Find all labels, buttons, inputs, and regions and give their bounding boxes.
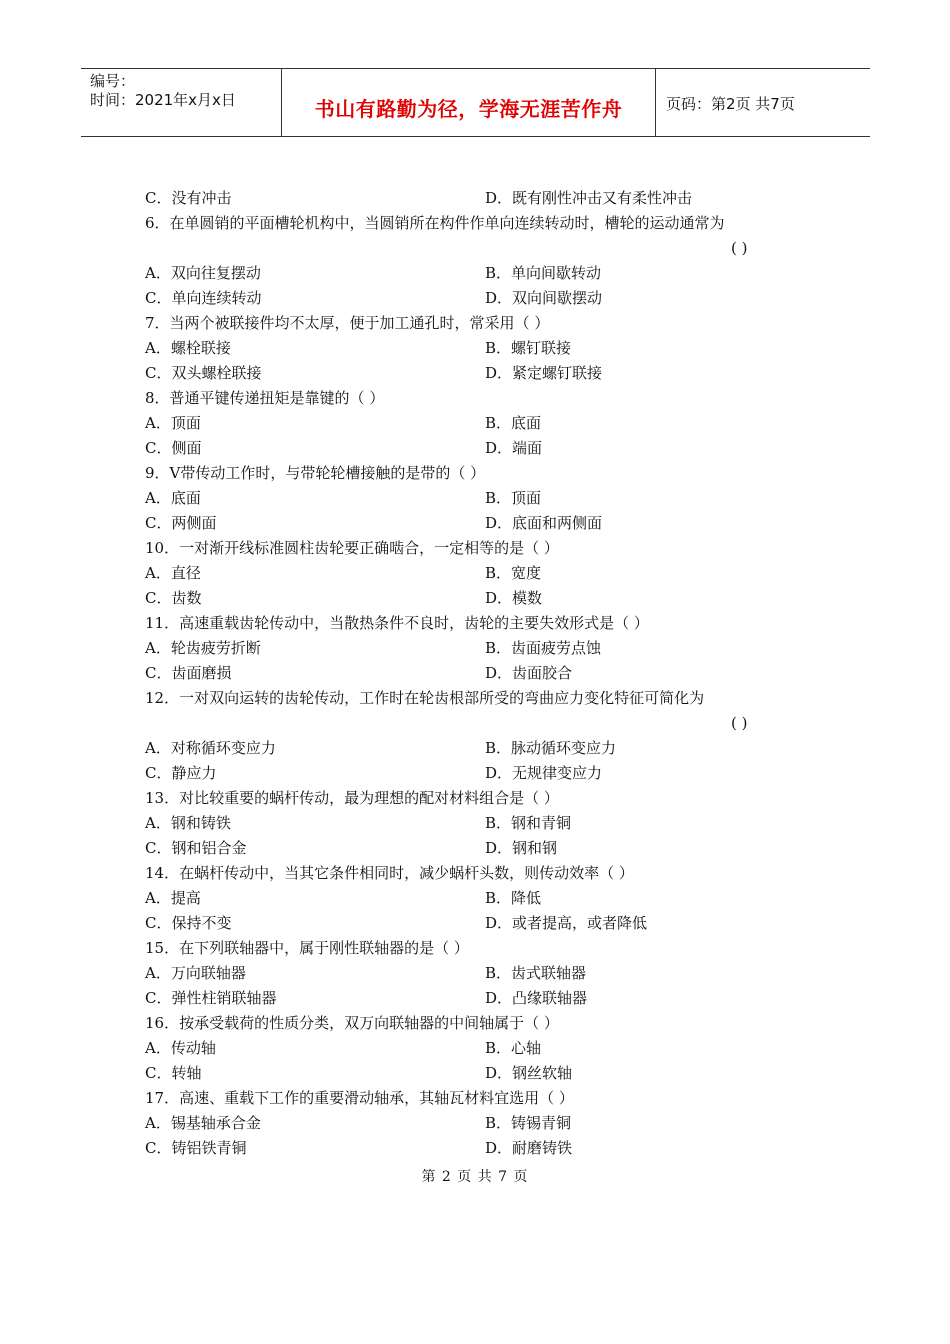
option-left: A．轮齿疲劳折断 [145, 639, 261, 657]
option-right: B．钢和青铜 [485, 814, 572, 832]
question-list [145, 186, 825, 1161]
question-stem [145, 386, 825, 411]
question-stem [145, 1086, 825, 1111]
option-left: C．两侧面 [145, 514, 217, 532]
option-left: C．齿数 [145, 589, 202, 607]
page-footer: 第 2 页 共 7 页 [421, 1169, 529, 1185]
option-left: A．双向往复摆动 [145, 264, 261, 282]
question-stem [145, 1011, 825, 1036]
option-right: D．无规律变应力 [485, 764, 603, 782]
option-right: B．底面 [485, 414, 542, 432]
option-right: D．凸缘联轴器 [485, 989, 588, 1007]
question-text: 9．V带传动工作时，与带轮轮槽接触的是带的（ ） [145, 464, 486, 482]
option-left: C．弹性柱销联轴器 [145, 989, 277, 1007]
option-left: C．钢和铝合金 [145, 839, 247, 857]
question-stem [145, 211, 825, 236]
option-right: D．模数 [485, 589, 543, 607]
question-stem [145, 311, 825, 336]
option-right: B．铸锡青铜 [485, 1114, 572, 1132]
question-text: 15．在下列联轴器中，属于刚性联轴器的是（ ） [145, 939, 469, 957]
option-row [145, 286, 825, 311]
question-text: 16．按承受载荷的性质分类，双万向联轴器的中间轴属于（ ） [145, 1014, 559, 1032]
option-left: A．钢和铸铁 [145, 814, 231, 832]
question-text: 7．当两个被联接件均不太厚，便于加工通孔时，常采用（ ） [145, 314, 550, 332]
option-left: A．螺栓联接 [145, 339, 231, 357]
option-row [145, 886, 825, 911]
option-right: B．宽度 [485, 564, 542, 582]
option-row [145, 1036, 825, 1061]
option-left: C．侧面 [145, 439, 202, 457]
option-left: C．单向连续转动 [145, 289, 262, 307]
option-right: B．螺钉联接 [485, 339, 572, 357]
option-row [145, 261, 825, 286]
option-row [145, 911, 825, 936]
question-stem [145, 786, 825, 811]
option-right: D．耐磨铸铁 [485, 1139, 573, 1157]
option-row [145, 836, 825, 861]
question-stem [145, 461, 825, 486]
option-right: B．心轴 [485, 1039, 542, 1057]
option-row [145, 561, 825, 586]
option-row [145, 411, 825, 436]
page-number-label: 页码：第2页 共7页 [666, 95, 795, 113]
option-left: A．直径 [145, 564, 201, 582]
option-row [145, 986, 825, 1011]
option-right: D．既有刚性冲击又有柔性冲击 [485, 189, 693, 207]
option-right: B．顶面 [485, 489, 542, 507]
option-row [145, 736, 825, 761]
header-page-cell [655, 69, 870, 136]
option-row [145, 1061, 825, 1086]
option-row [145, 586, 825, 611]
question-text: 6．在单圆销的平面槽轮机构中，当圆销所在构件作单向连续转动时，槽轮的运动通常为 [145, 214, 725, 232]
question-stem [145, 536, 825, 561]
option-left: A．传动轴 [145, 1039, 216, 1057]
option-right: B．脉动循环变应力 [485, 739, 617, 757]
option-row [145, 336, 825, 361]
option-row [145, 811, 825, 836]
option-left: C．铸铝铁青铜 [145, 1139, 247, 1157]
option-right: D．钢丝软轴 [485, 1064, 573, 1082]
option-right: B．齿式联轴器 [485, 964, 587, 982]
option-row [145, 961, 825, 986]
option-right: D．齿面胶合 [485, 664, 573, 682]
question-stem [145, 686, 825, 711]
answer-blank: ( ) [731, 239, 748, 257]
option-row [145, 1136, 825, 1161]
option-right: D．紧定螺钉联接 [485, 364, 603, 382]
option-left: C．双头螺栓联接 [145, 364, 262, 382]
question-text: 10．一对渐开线标准圆柱齿轮要正确啮合，一定相等的是（ ） [145, 539, 559, 557]
option-left: A．万向联轴器 [145, 964, 246, 982]
option-left: C．转轴 [145, 1064, 202, 1082]
document-header [81, 68, 870, 137]
question-text: 8．普通平键传递扭矩是靠键的（ ） [145, 389, 385, 407]
question-stem [145, 861, 825, 886]
answer-blank-row [145, 236, 825, 261]
option-row [145, 486, 825, 511]
motto-text: 书山有路勤为径，学海无涯苦作舟 [314, 97, 623, 121]
option-left: A．顶面 [145, 414, 201, 432]
question-text: 12．一对双向运转的齿轮传动，工作时在轮齿根部所受的弯曲应力变化特征可简化为 [145, 689, 705, 707]
header-info-cell [81, 69, 281, 136]
option-left: A．提高 [145, 889, 201, 907]
option-row [145, 361, 825, 386]
option-row [145, 1111, 825, 1136]
option-right: D．底面和两侧面 [485, 514, 603, 532]
option-right: D．端面 [485, 439, 543, 457]
option-row [145, 511, 825, 536]
option-right: B．单向间歇转动 [485, 264, 602, 282]
option-row [145, 661, 825, 686]
option-right: B．齿面疲劳点蚀 [485, 639, 602, 657]
option-left: C．没有冲击 [145, 189, 232, 207]
option-row [145, 761, 825, 786]
option-left: A．对称循环变应力 [145, 739, 276, 757]
option-right: B．降低 [485, 889, 542, 907]
option-row [145, 186, 825, 211]
question-text: 11．高速重载齿轮传动中，当散热条件不良时，齿轮的主要失效形式是（ ） [145, 614, 649, 632]
serial-number-label: 编号： [90, 72, 136, 90]
question-text: 17．高速、重载下工作的重要滑动轴承，其轴瓦材料宜选用（ ） [145, 1089, 574, 1107]
option-right: D．或者提高，或者降低 [485, 914, 648, 932]
option-row [145, 636, 825, 661]
question-stem [145, 936, 825, 961]
option-row [145, 436, 825, 461]
question-stem [145, 611, 825, 636]
date-label: 时间：2021年x月x日 [90, 91, 236, 109]
question-text: 14．在蜗杆传动中，当其它条件相同时，减少蜗杆头数，则传动效率（ ） [145, 864, 634, 882]
answer-blank-row [145, 711, 825, 736]
option-right: D．双向间歇摆动 [485, 289, 603, 307]
question-text: 13．对比较重要的蜗杆传动，最为理想的配对材料组合是（ ） [145, 789, 559, 807]
option-left: A．锡基轴承合金 [145, 1114, 261, 1132]
header-motto-cell [281, 69, 656, 136]
answer-blank: ( ) [731, 714, 748, 732]
option-left: C．静应力 [145, 764, 217, 782]
option-right: D．钢和钢 [485, 839, 558, 857]
option-left: C．齿面磨损 [145, 664, 232, 682]
option-left: C．保持不变 [145, 914, 232, 932]
option-left: A．底面 [145, 489, 201, 507]
